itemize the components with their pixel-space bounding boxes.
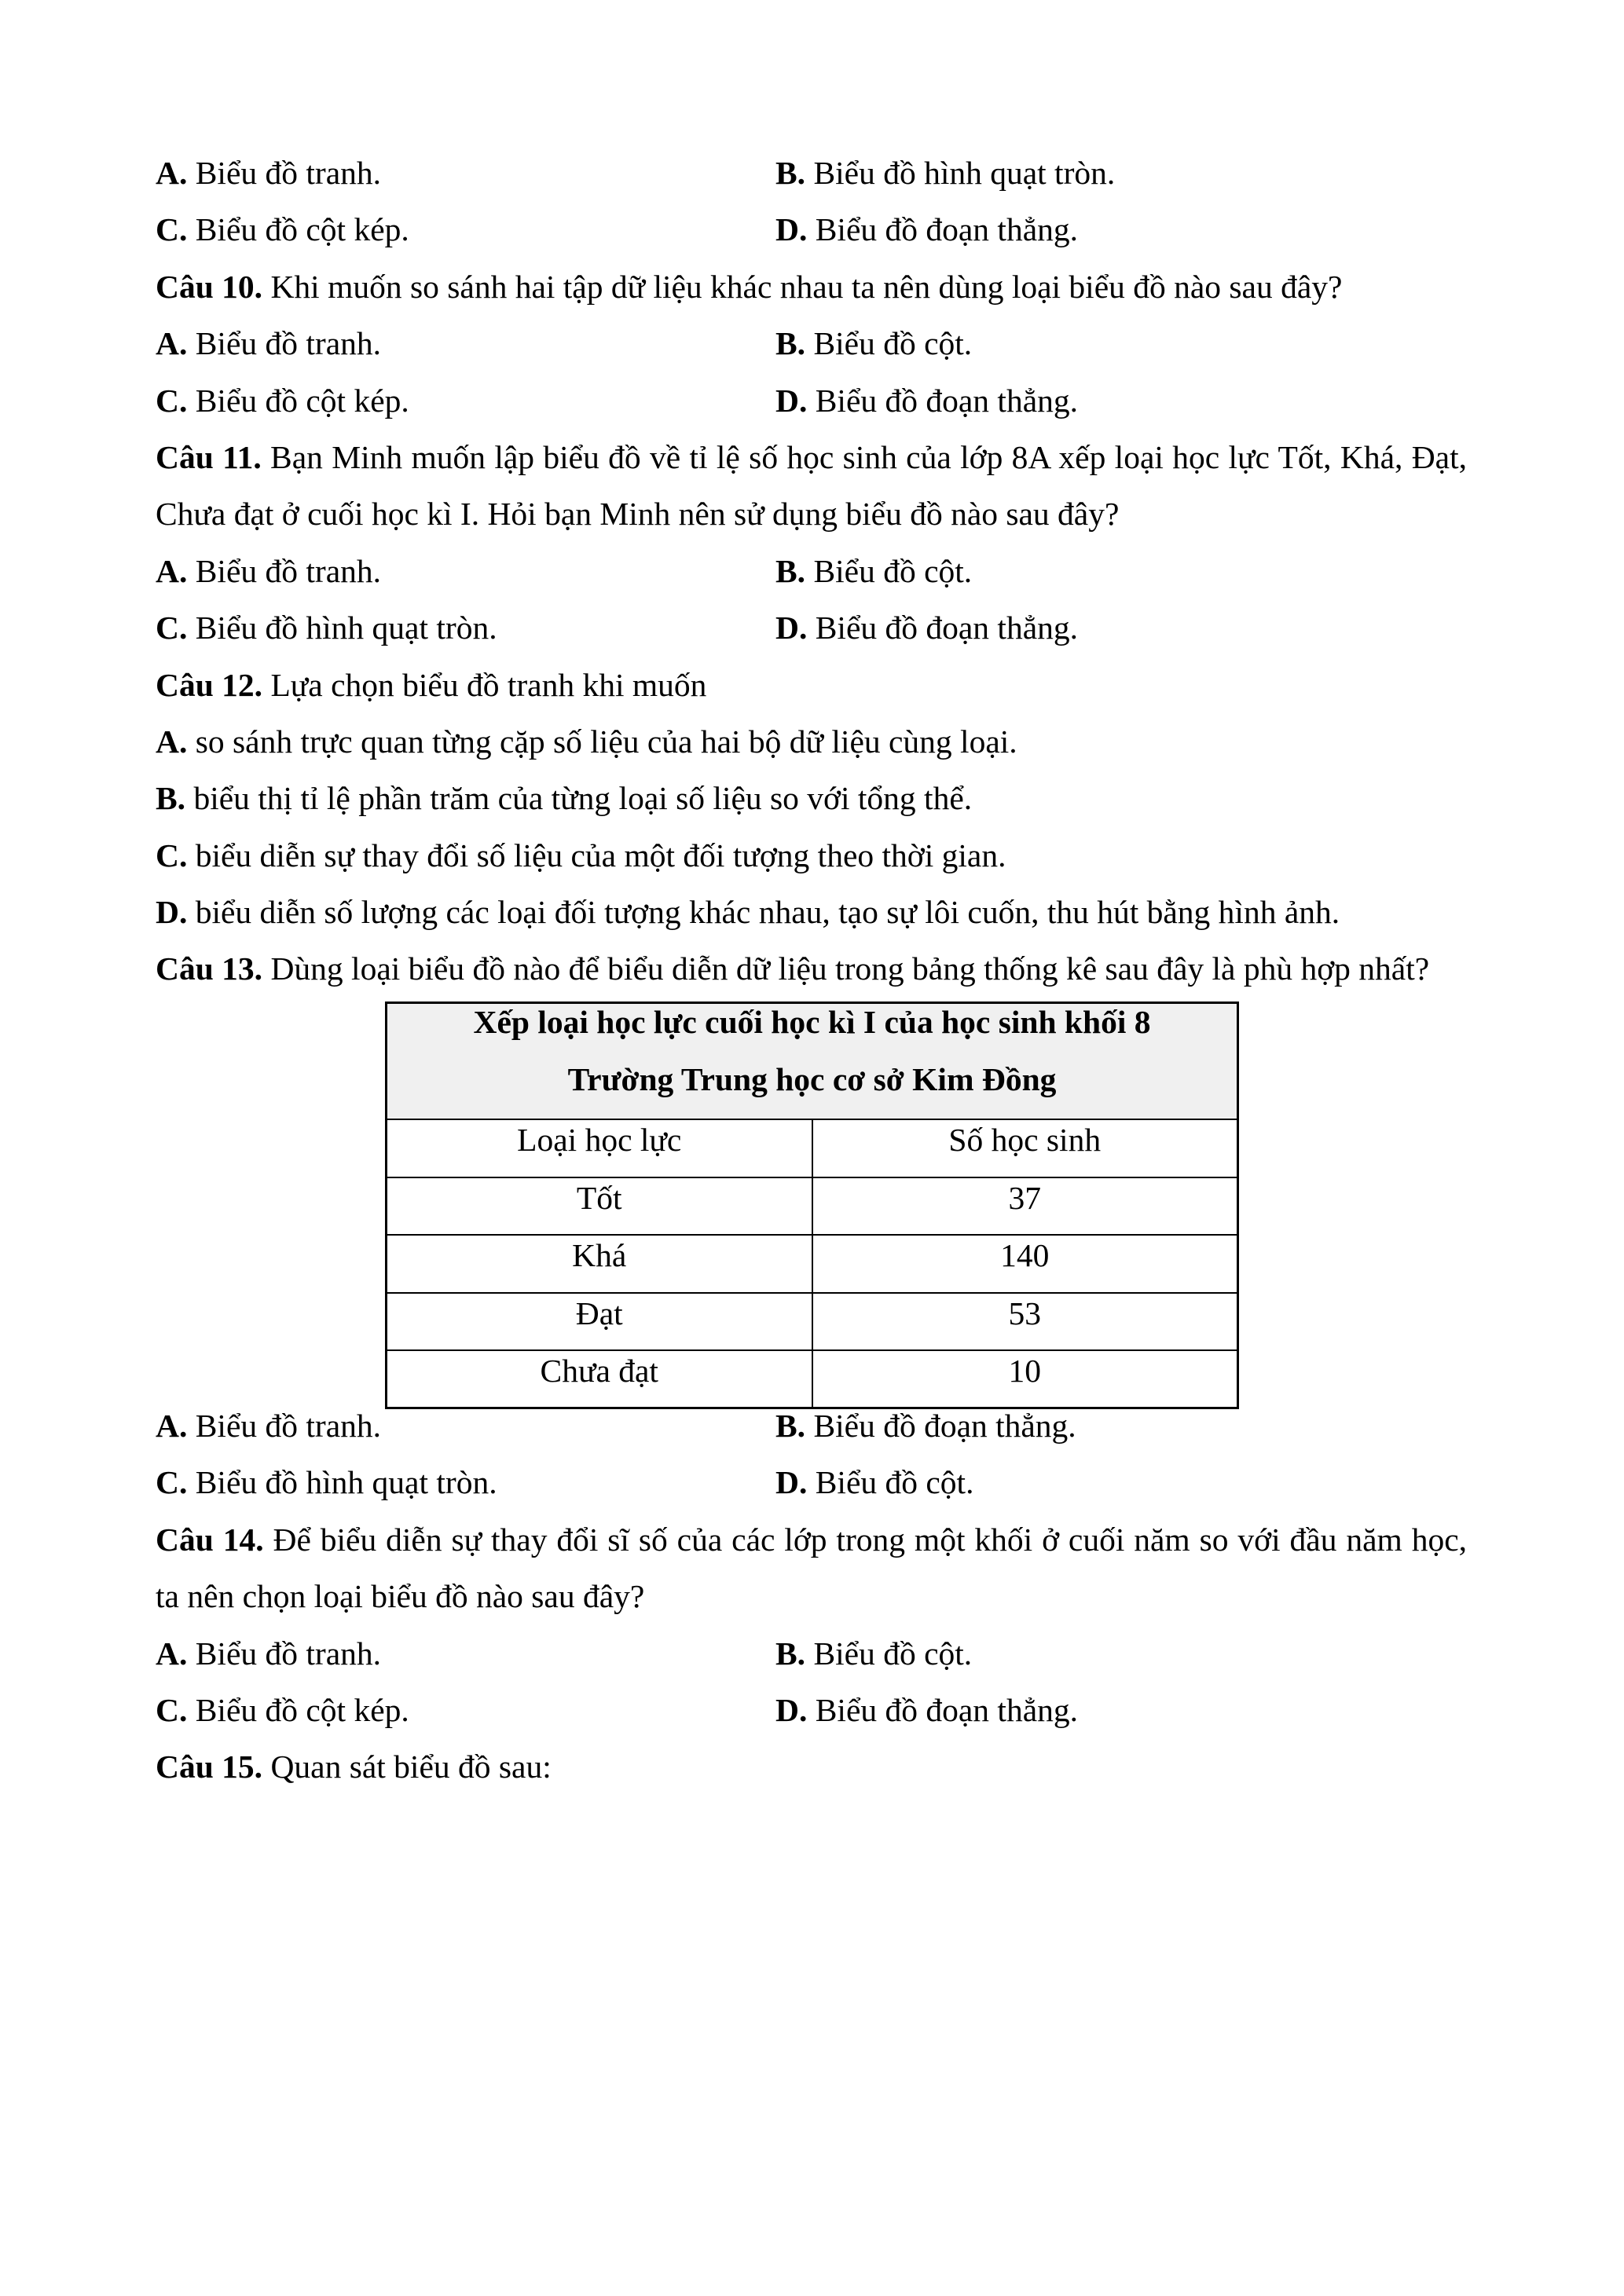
table-title-line-2: Trường Trung học cơ sở Kim Đồng (567, 1061, 1057, 1097)
document-body (156, 145, 1467, 998)
option-key: D. (156, 894, 188, 931)
question-text: ta nên chọn loại biểu đồ nào sau đây? (156, 1578, 645, 1615)
q14-option-d (775, 1682, 1467, 1738)
table-cell-count: 140 (812, 1235, 1238, 1293)
option-key: C. (156, 382, 188, 419)
option-key: A. (156, 155, 188, 191)
q12-option-c (156, 827, 1467, 884)
option-text: Biểu đồ cột. (807, 1464, 974, 1501)
q13-option-a (156, 1397, 775, 1454)
question-label: Câu 11. (156, 438, 262, 475)
q11-options-row-2 (156, 599, 1467, 656)
option-text: biểu diễn số lượng các loại đối tượng khác nhau, tạo sự lôi cuốn, thu hút bằng hình ảnh. (187, 894, 1340, 931)
table-cell-category: Chưa đạt (387, 1350, 812, 1408)
option-key: D. (775, 382, 808, 419)
q10-options-row-1 (156, 315, 1467, 372)
option-key: D. (775, 1691, 808, 1728)
q11-stem-line-1 (156, 429, 1467, 485)
table-cell-count: 10 (812, 1350, 1238, 1408)
q9-option-d (775, 201, 1467, 258)
option-text: Biểu đồ cột kép. (187, 382, 409, 419)
q10-option-c (156, 372, 775, 429)
option-key: C. (156, 1464, 188, 1501)
option-text: Biểu đồ tranh. (187, 325, 382, 362)
q10-stem (156, 258, 1467, 315)
option-text: Biểu đồ tranh. (187, 1408, 382, 1444)
q14-stem-line-2 (156, 1568, 1467, 1624)
table-cell-count: 37 (812, 1177, 1238, 1236)
option-text: Biểu đồ cột kép. (187, 211, 409, 248)
option-text: Biểu đồ tranh. (187, 552, 382, 589)
table-cell-category: Khá (387, 1235, 812, 1293)
option-key: A. (156, 552, 188, 589)
option-text: Biểu đồ tranh. (187, 155, 382, 191)
q9-option-b (775, 145, 1467, 201)
q11-options-row-1 (156, 543, 1467, 599)
q12-option-a (156, 713, 1467, 770)
option-key: A. (156, 723, 188, 760)
option-text: Biểu đồ tranh. (187, 1635, 382, 1672)
q12-option-d (156, 884, 1467, 940)
q10-options-row-2 (156, 372, 1467, 429)
q13-option-c (156, 1454, 775, 1511)
q11-stem-line-2 (156, 485, 1467, 542)
option-key: B. (775, 1408, 806, 1444)
q9-options-row-1 (156, 145, 1467, 201)
q11-option-c (156, 599, 775, 656)
option-key: D. (775, 211, 808, 248)
option-text: so sánh trực quan từng cặp số liệu của hai bộ dữ liệu cùng loại. (187, 723, 1017, 760)
question-text: Chưa đạt ở cuối học kì I. Hỏi bạn Minh nên sử dụng biểu đồ nào sau đây? (156, 496, 1120, 533)
option-key: D. (775, 1464, 808, 1501)
option-text: Biểu đồ cột. (805, 1635, 973, 1672)
question-label: Câu 13. (156, 950, 263, 987)
table-cell-category: Đạt (387, 1293, 812, 1351)
option-key: A. (156, 325, 188, 362)
option-text: Biểu đồ cột. (805, 552, 973, 589)
table-title-row (387, 1003, 1238, 1120)
option-key: D. (775, 610, 808, 646)
question-text: Lựa chọn biểu đồ tranh khi muốn (262, 666, 707, 703)
q9-options-row-2 (156, 201, 1467, 258)
table-cell-count: 53 (812, 1293, 1238, 1351)
table-row (387, 1235, 1238, 1293)
q11-option-d (775, 599, 1467, 656)
option-text: Biểu đồ đoạn thẳng. (807, 610, 1078, 646)
option-text: biểu thị tỉ lệ phần trăm của từng loại số liệu so với tổng thể. (185, 780, 973, 817)
option-text: Biểu đồ đoạn thẳng. (807, 211, 1078, 248)
q14-options-row-1 (156, 1625, 1467, 1682)
q9-option-a (156, 145, 775, 201)
option-text: Biểu đồ hình quạt tròn. (187, 610, 497, 646)
option-key: B. (775, 325, 806, 362)
q12-option-b (156, 770, 1467, 826)
option-text: biểu diễn sự thay đổi số liệu của một đối tượng theo thời gian. (187, 837, 1006, 873)
statistics-table (385, 1002, 1239, 1409)
q14-option-c (156, 1682, 775, 1738)
question-label: Câu 15. (156, 1749, 263, 1785)
question-label: Câu 10. (156, 268, 263, 305)
q11-option-a (156, 543, 775, 599)
question-text: Để biểu diễn sự thay đổi sĩ số của các lớp trong một khối ở cuối năm so với đầu năm học, (263, 1521, 1467, 1558)
question-text: Quan sát biểu đồ sau: (262, 1749, 552, 1785)
q14-stem-line-1 (156, 1511, 1467, 1568)
question-text: Khi muốn so sánh hai tập dữ liệu khác nhau ta nên dùng loại biểu đồ nào sau đây? (262, 268, 1343, 305)
q13-options-row-1 (156, 1397, 1467, 1454)
option-key: C. (156, 1691, 188, 1728)
q14-options-row-2 (156, 1682, 1467, 1738)
option-text: Biểu đồ đoạn thẳng. (807, 1691, 1078, 1728)
table-title-cell (387, 1003, 1238, 1120)
q10-option-d (775, 372, 1467, 429)
option-text: Biểu đồ hình quạt tròn. (187, 1464, 497, 1501)
option-key: C. (156, 610, 188, 646)
q13-option-b (775, 1397, 1467, 1454)
q9-option-c (156, 201, 775, 258)
option-key: B. (156, 780, 186, 817)
option-key: A. (156, 1635, 188, 1672)
option-text: Biểu đồ cột. (805, 325, 973, 362)
table-row (387, 1177, 1238, 1236)
option-key: B. (775, 155, 806, 191)
statistics-table-wrapper (385, 1002, 1239, 1409)
option-text: Biểu đồ đoạn thẳng. (805, 1408, 1076, 1444)
option-key: B. (775, 552, 806, 589)
q10-option-b (775, 315, 1467, 372)
option-text: Biểu đồ hình quạt tròn. (805, 155, 1116, 191)
option-text: Biểu đồ đoạn thẳng. (807, 382, 1078, 419)
q14-option-a (156, 1625, 775, 1682)
table-cell-category: Tốt (387, 1177, 812, 1236)
column-header-category: Loại học lực (387, 1119, 812, 1177)
option-key: C. (156, 837, 188, 873)
question-label: Câu 14. (156, 1521, 264, 1558)
q15-stem (156, 1738, 1467, 1795)
column-header-count: Số học sinh (812, 1119, 1238, 1177)
q12-stem (156, 657, 1467, 713)
q11-option-b (775, 543, 1467, 599)
table-row (387, 1293, 1238, 1351)
question-label: Câu 12. (156, 666, 263, 703)
question-text: Dùng loại biểu đồ nào để biểu diễn dữ liệu trong bảng thống kê sau đây là phù hợp nhất? (262, 950, 1430, 987)
question-text: Bạn Minh muốn lập biểu đồ về tỉ lệ số học sinh của lớp 8A xếp loại học lực Tốt, Khá, Đạt, (261, 438, 1467, 475)
q13-stem (156, 940, 1467, 997)
q13-option-d (775, 1454, 1467, 1511)
document-body-continued (156, 1397, 1467, 1796)
option-key: B. (775, 1635, 806, 1672)
q10-option-a (156, 315, 775, 372)
q14-option-b (775, 1625, 1467, 1682)
table-title-line-1: Xếp loại học lực cuối học kì I của học sinh khối 8 (473, 1004, 1151, 1040)
option-key: A. (156, 1408, 188, 1444)
q13-options-row-2 (156, 1454, 1467, 1511)
table-header-row (387, 1119, 1238, 1177)
option-text: Biểu đồ cột kép. (187, 1691, 409, 1728)
option-key: C. (156, 211, 188, 248)
